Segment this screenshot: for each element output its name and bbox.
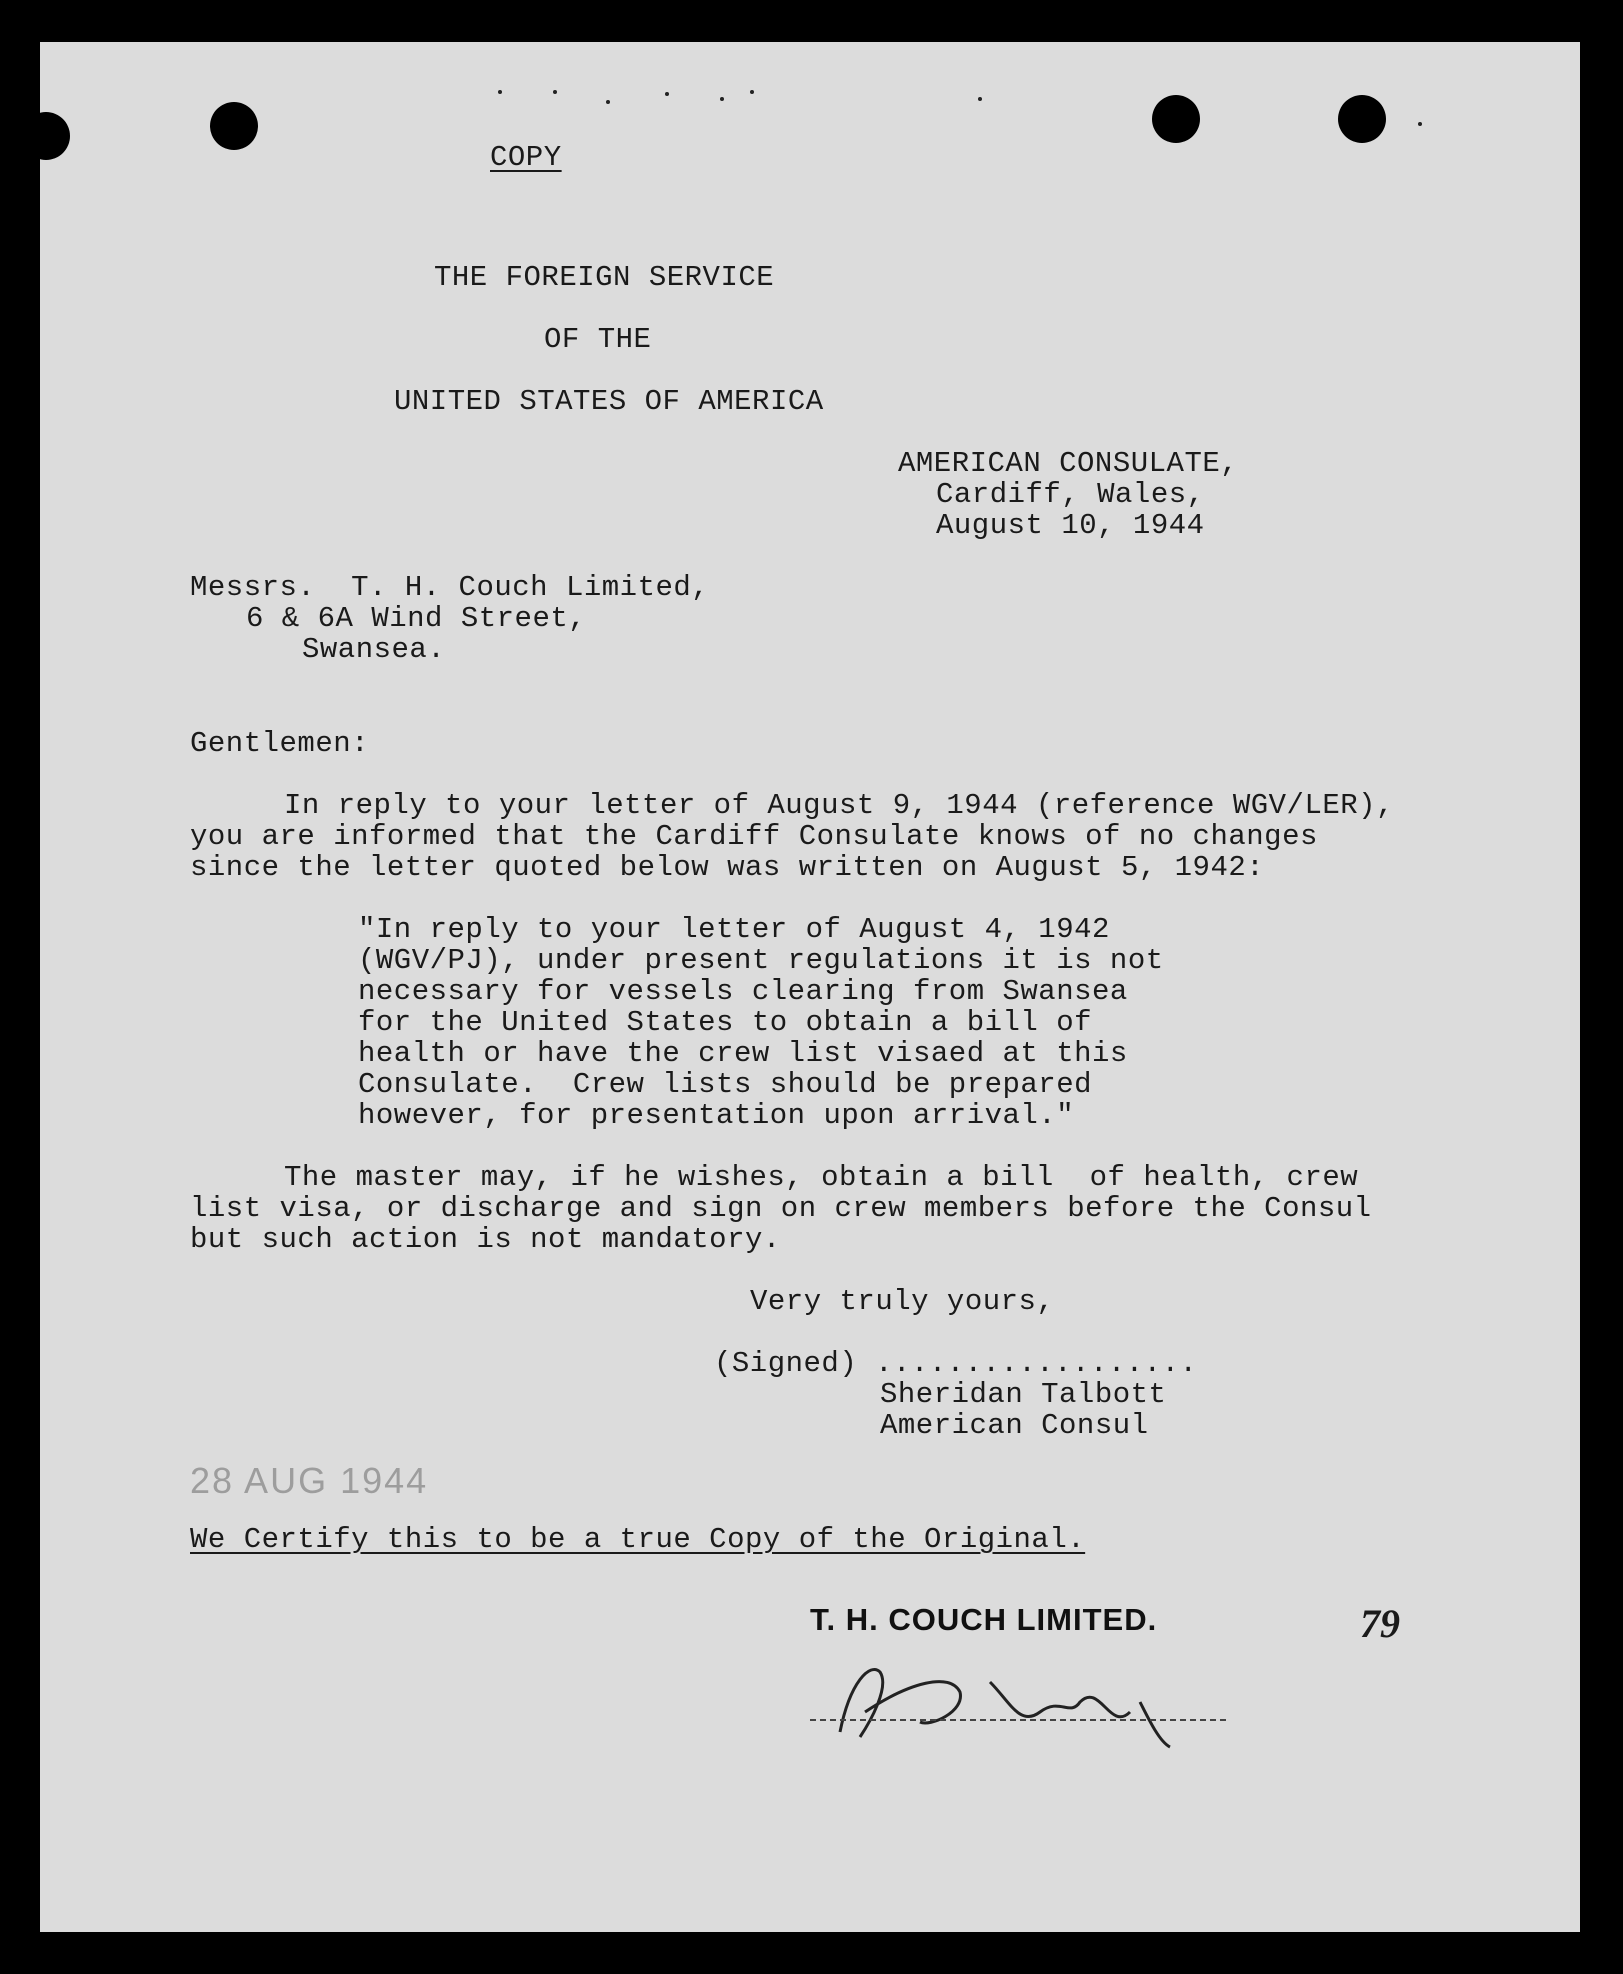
sender-line-3: August 10, 1944 <box>936 509 1205 542</box>
sender-line-2: Cardiff, Wales, <box>936 478 1205 511</box>
quote-line: health or have the crew list visaed at this <box>358 1037 1128 1070</box>
speck <box>978 97 982 101</box>
quote-line: for the United States to obtain a bill of <box>358 1006 1093 1039</box>
speck <box>606 100 610 104</box>
certification-line: We Certify this to be a true Copy of the Original. <box>190 1523 1086 1556</box>
quote-line: Consulate. Crew lists should be prepared <box>358 1068 1093 1101</box>
quote-line: (WGV/PJ), under present regulations it is not <box>358 944 1164 977</box>
paragraph-2-line: list visa, or discharge and sign on crew members before the Consul <box>190 1192 1372 1225</box>
recipient-line-3: Swansea. <box>302 633 446 666</box>
punch-hole <box>22 112 70 160</box>
punch-hole <box>210 102 258 150</box>
org-line-2: OF THE <box>544 323 652 356</box>
recipient-line-2: 6 & 6A Wind Street, <box>246 602 587 635</box>
salutation: Gentlemen: <box>190 727 370 760</box>
paragraph-1-line: you are informed that the Cardiff Consulate knows of no changes <box>190 820 1318 853</box>
speck <box>665 92 669 96</box>
copy-mark: COPY <box>490 141 562 174</box>
quote-line: however, for presentation upon arrival." <box>358 1099 1075 1132</box>
speck <box>1418 122 1422 126</box>
speck <box>750 90 754 94</box>
date-stamp: 28 AUG 1944 <box>190 1460 429 1501</box>
document-page <box>40 42 1580 1932</box>
sender-line-1: AMERICAN CONSULATE, <box>898 447 1239 480</box>
quote-line: "In reply to your letter of August 4, 1942 <box>358 913 1110 946</box>
signer-name: Sheridan Talbott <box>880 1378 1167 1411</box>
org-line-3: UNITED STATES OF AMERICA <box>394 385 824 418</box>
paragraph-2-line: but such action is not mandatory. <box>190 1223 781 1256</box>
signed-line: (Signed) .................. <box>714 1347 1198 1380</box>
paragraph-1-line: since the letter quoted below was written on August 5, 1942: <box>190 851 1265 884</box>
page-number: 79 <box>1360 1601 1400 1646</box>
recipient-line-1: Messrs. T. H. Couch Limited, <box>190 571 710 604</box>
org-line-1: THE FOREIGN SERVICE <box>434 261 775 294</box>
closing: Very truly yours, <box>750 1285 1055 1318</box>
punch-hole <box>1338 95 1386 143</box>
speck <box>553 90 557 94</box>
paragraph-1-line: In reply to your letter of August 9, 1944 (reference WGV/LER), <box>284 789 1394 822</box>
speck <box>720 97 724 101</box>
signer-title: American Consul <box>880 1409 1149 1442</box>
handwritten-signature <box>810 1642 1260 1752</box>
punch-hole <box>1152 95 1200 143</box>
speck <box>498 90 502 94</box>
firm-stamp: T. H. COUCH LIMITED. <box>810 1602 1158 1637</box>
quote-line: necessary for vessels clearing from Swansea <box>358 975 1128 1008</box>
paragraph-2-line: The master may, if he wishes, obtain a bill of health, crew <box>284 1161 1359 1194</box>
